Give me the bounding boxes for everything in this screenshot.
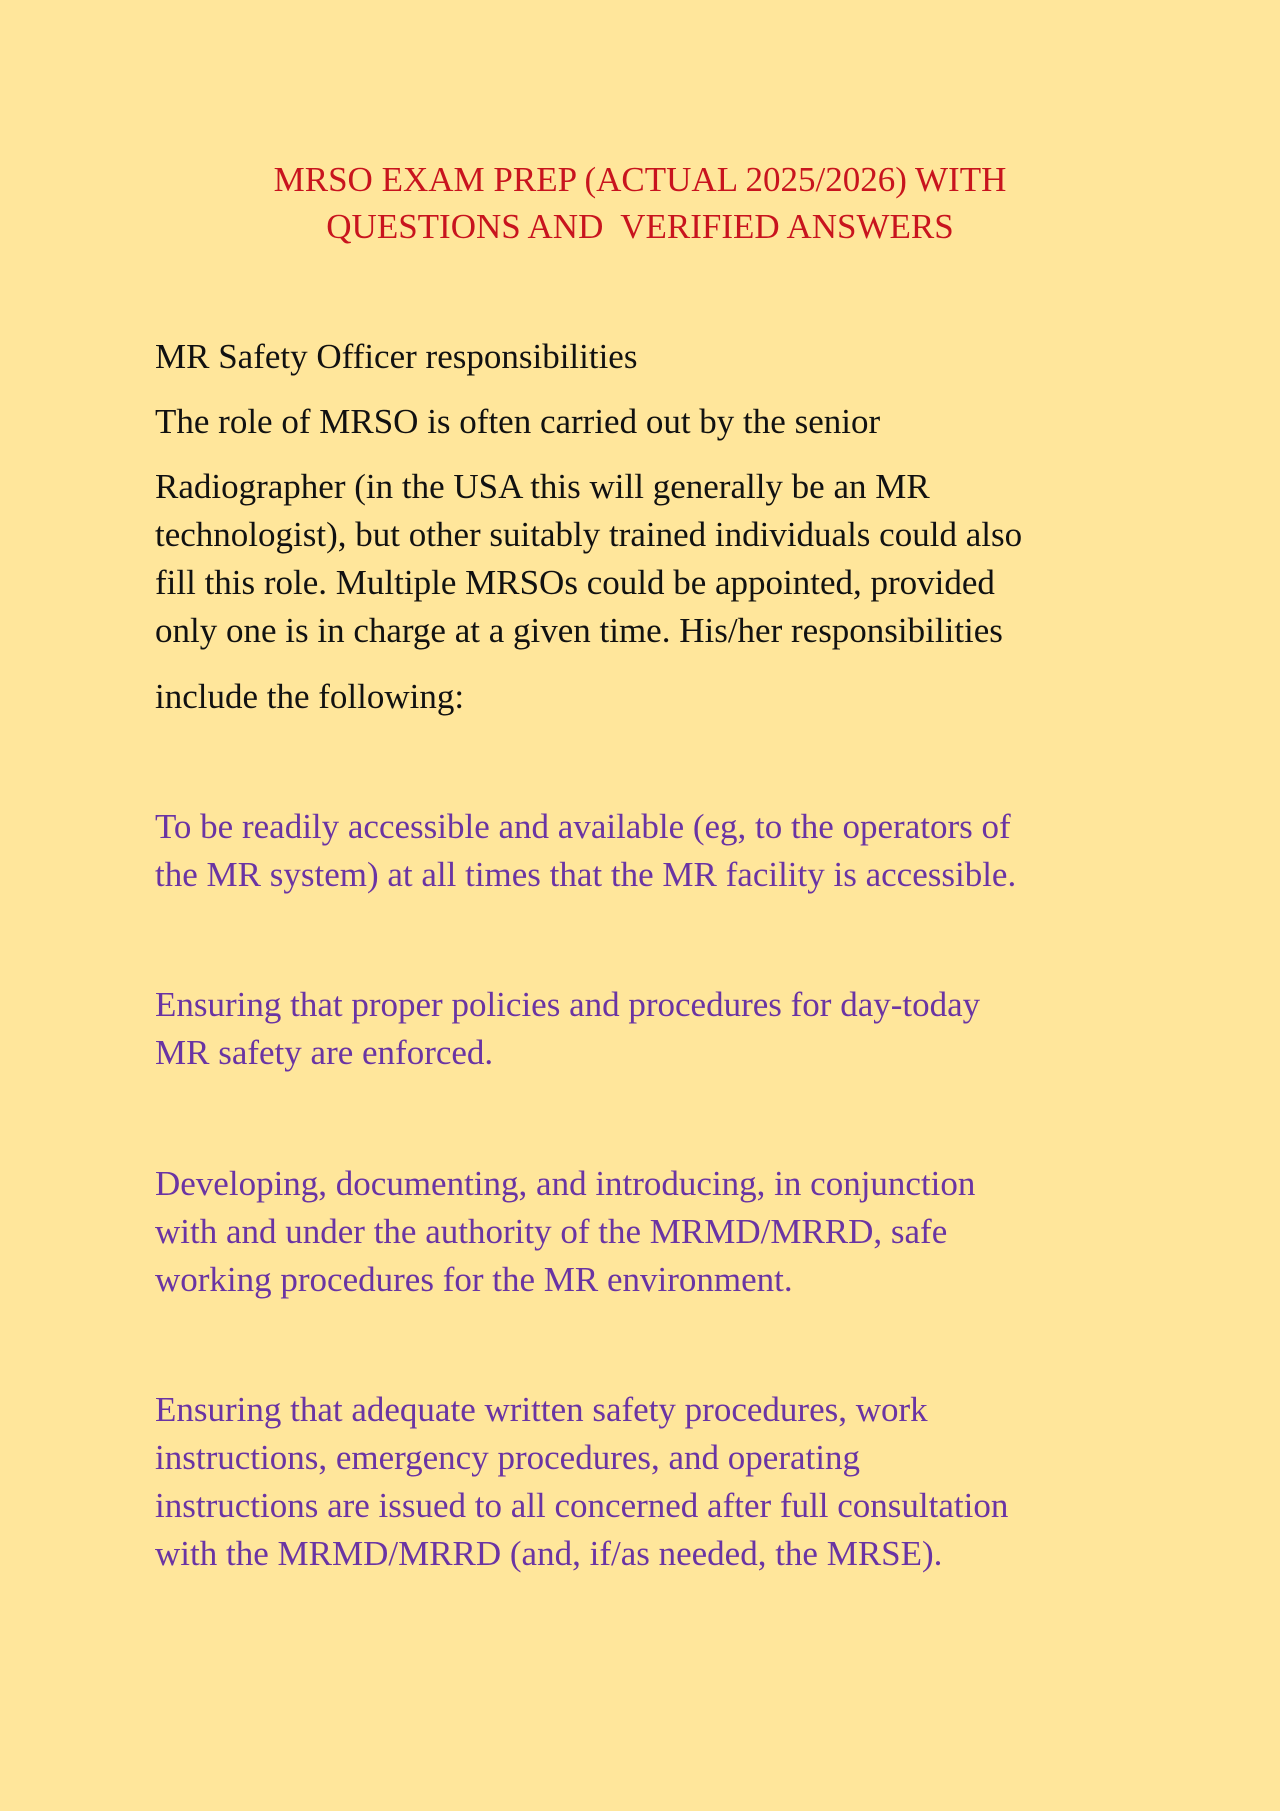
section-heading-block [155, 333, 1155, 381]
item-3-line-2: with and under the authority of the MRMD/MRRD, safe [155, 1212, 948, 1251]
item-4-line-4: with the MRMD/MRRD (and, if/as needed, the MRSE). [155, 1534, 943, 1573]
item-3-line-3: working procedures for the MR environment. [155, 1260, 793, 1299]
intro-paragraph [155, 463, 1155, 655]
intro-line-1: The role of MRSO is often carried out by the senior [155, 402, 881, 441]
title-line-1: MRSO EXAM PREP (ACTUAL 2025/2026) WITH [273, 160, 1007, 199]
title-line-2: QUESTIONS AND VERIFIED ANSWERS [326, 207, 954, 246]
document-title [0, 156, 1280, 250]
item-3-line-1: Developing, documenting, and introducing, in conjunction [155, 1164, 976, 1203]
intro-last-line-block [155, 673, 1155, 721]
section-heading: MR Safety Officer responsibilities [155, 337, 638, 376]
intro-line-4: fill this role. Multiple MRSOs could be appointed, provided [155, 563, 995, 602]
intro-line-3: technologist), but other suitably trained individuals could also [155, 515, 1023, 554]
item-4-line-1: Ensuring that adequate written safety procedures, work [155, 1390, 928, 1429]
intro-line-2: Radiographer (in the USA this will generally be an MR [155, 467, 930, 506]
responsibility-item-1 [155, 803, 1155, 899]
item-1-line-2: the MR system) at all times that the MR facility is accessible. [155, 855, 1017, 894]
item-1-line-1: To be readily accessible and available (eg, to the operators of [155, 807, 1011, 846]
intro-last-line: include the following: [155, 677, 465, 716]
responsibility-item-2 [155, 981, 1155, 1077]
intro-first-line-block [155, 398, 1155, 446]
item-2-line-1: Ensuring that proper policies and procedures for day-today [155, 985, 981, 1024]
responsibility-item-4 [155, 1386, 1155, 1578]
item-4-line-2: instructions, emergency procedures, and operating [155, 1438, 860, 1477]
responsibility-item-3 [155, 1160, 1155, 1304]
item-4-line-3: instructions are issued to all concerned after full consultation [155, 1486, 1009, 1525]
item-2-line-2: MR safety are enforced. [155, 1033, 494, 1072]
intro-line-5: only one is in charge at a given time. His/her responsibilities [155, 611, 1003, 650]
